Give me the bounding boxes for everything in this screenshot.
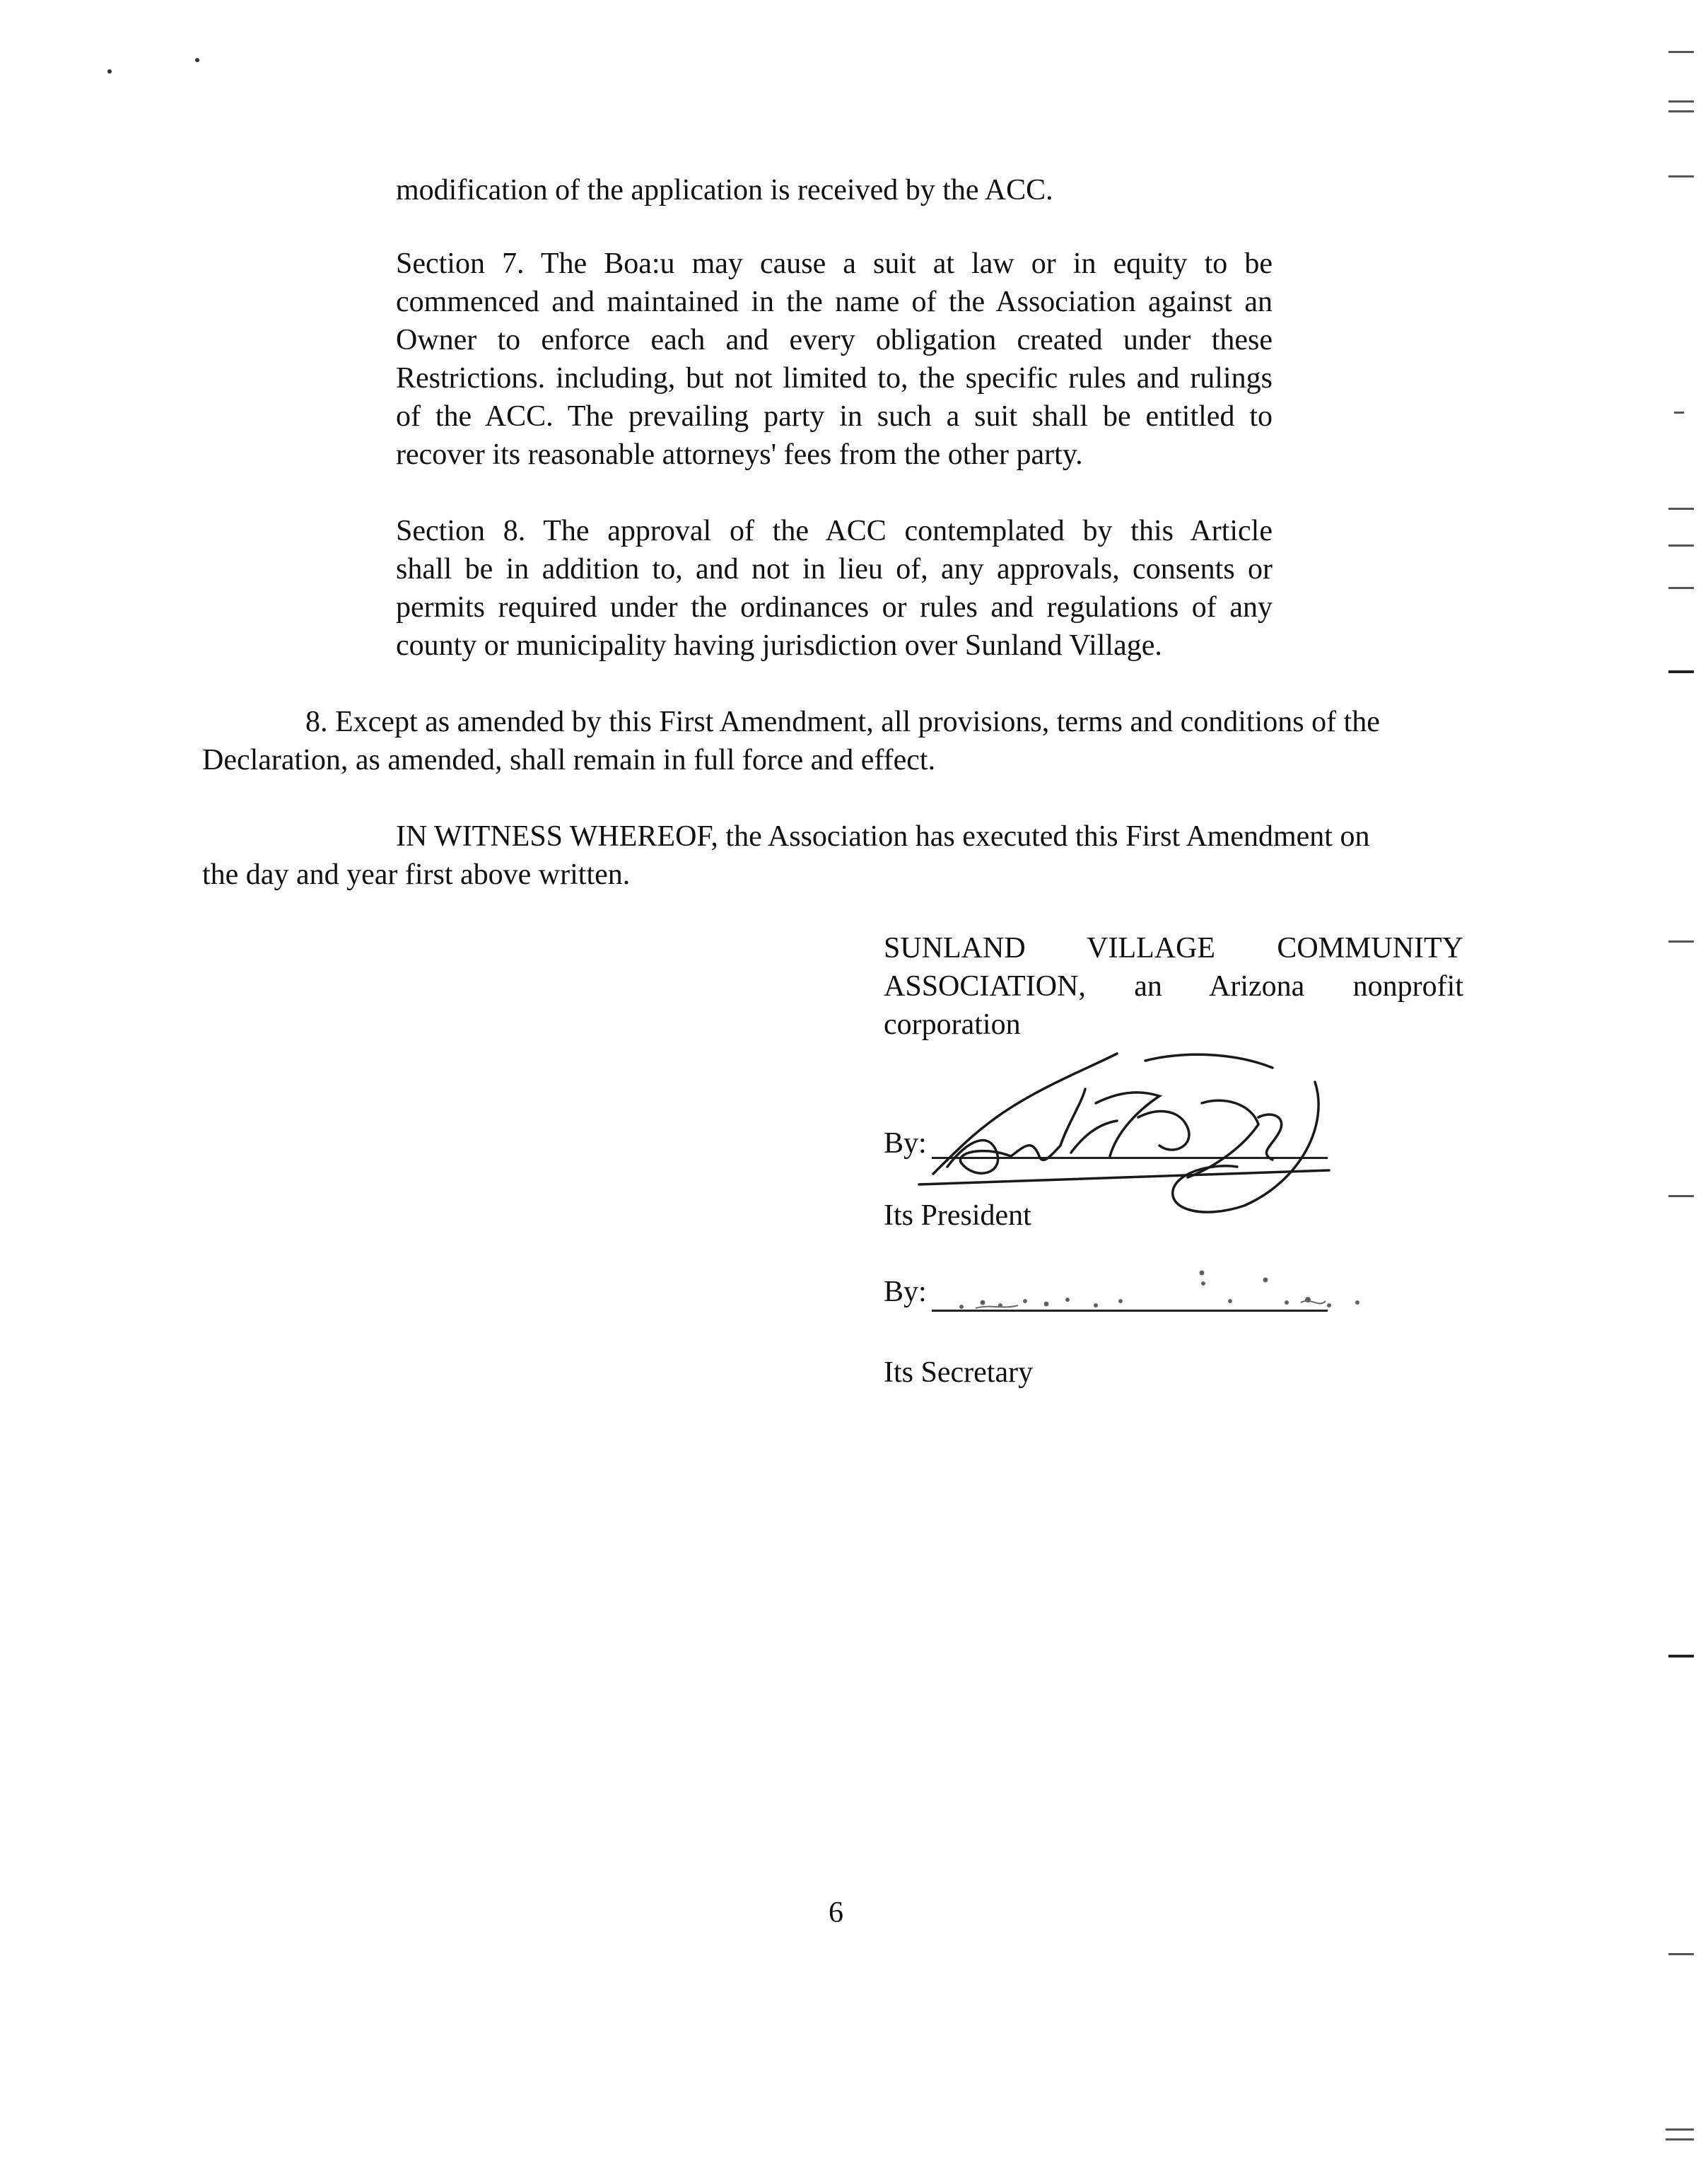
witness-first-line: IN WITNESS WHEREOF, the Association has executed this First Amendment on <box>396 820 1370 853</box>
signatory-line: ASSOCIATION, an Arizona nonprofit <box>884 970 1463 1003</box>
secretary-title: Its Secretary <box>884 1356 1034 1389</box>
scan-edge-mark <box>1668 175 1694 177</box>
president-title: Its President <box>884 1199 1031 1232</box>
scan-edge-mark <box>1674 412 1684 414</box>
signatory-line: corporation <box>884 1008 1021 1041</box>
item-8-second-line: Declaration, as amended, shall remain in full force and effect. <box>202 744 936 776</box>
page-number: 6 <box>829 1897 843 1929</box>
scan-speck <box>107 69 112 74</box>
scan-edge-mark <box>1666 2128 1694 2131</box>
scan-speck <box>195 58 199 62</box>
section-7-line: commenced and maintained in the name of the Association against an <box>396 286 1273 318</box>
section-7-line: recover its reasonable attorneys' fees from the other party. <box>396 438 1083 471</box>
section-7-paragraph <box>396 245 1273 474</box>
item-8-first-line: 8. Except as amended by this First Amendment, all provisions, terms and conditions of the <box>305 706 1380 738</box>
section-8-paragraph <box>396 512 1273 665</box>
paragraph-intro-line: modification of the application is received by the ACC. <box>396 174 1053 206</box>
scan-edge-mark <box>1668 508 1694 510</box>
scan-edge-mark <box>1668 1655 1694 1658</box>
signatory-name-block <box>884 929 1463 1044</box>
scan-edge-mark <box>1668 110 1694 112</box>
section-8-line: county or municipality having jurisdiction over Sunland Village. <box>396 629 1162 662</box>
section-7-line: Section 7. The Boa:u may cause a suit at law or in equity to be <box>396 247 1273 280</box>
secretary-signature-icon <box>933 1259 1386 1322</box>
scan-edge-mark <box>1668 1953 1694 1955</box>
scan-edge-mark <box>1668 100 1694 103</box>
by-label-secretary: By: <box>884 1276 927 1308</box>
section-7-line: Owner to enforce each and every obligation created under these <box>396 324 1273 356</box>
scan-edge-mark <box>1668 51 1694 53</box>
section-8-line: shall be in addition to, and not in lieu of, any approvals, consents or <box>396 553 1273 586</box>
scan-edge-mark <box>1668 940 1694 943</box>
scan-edge-mark <box>1668 1195 1694 1197</box>
section-8-line: permits required under the ordinances or rules and regulations of any <box>396 591 1273 624</box>
witness-second-line: the day and year first above written. <box>202 858 631 891</box>
section-7-line: Restrictions. including, but not limited to, the specific rules and rulings <box>396 362 1273 395</box>
scan-edge-mark <box>1668 670 1694 673</box>
section-8-line: Section 8. The approval of the ACC contemplated by this Article <box>396 515 1273 547</box>
by-label-president: By: <box>884 1127 927 1160</box>
signatory-line: SUNLAND VILLAGE COMMUNITY <box>884 932 1463 965</box>
scan-edge-mark <box>1666 2138 1694 2140</box>
scan-edge-mark <box>1668 587 1694 589</box>
scan-edge-mark <box>1668 544 1694 547</box>
section-7-line: of the ACC. The prevailing party in such a suit shall be entitled to <box>396 400 1273 433</box>
